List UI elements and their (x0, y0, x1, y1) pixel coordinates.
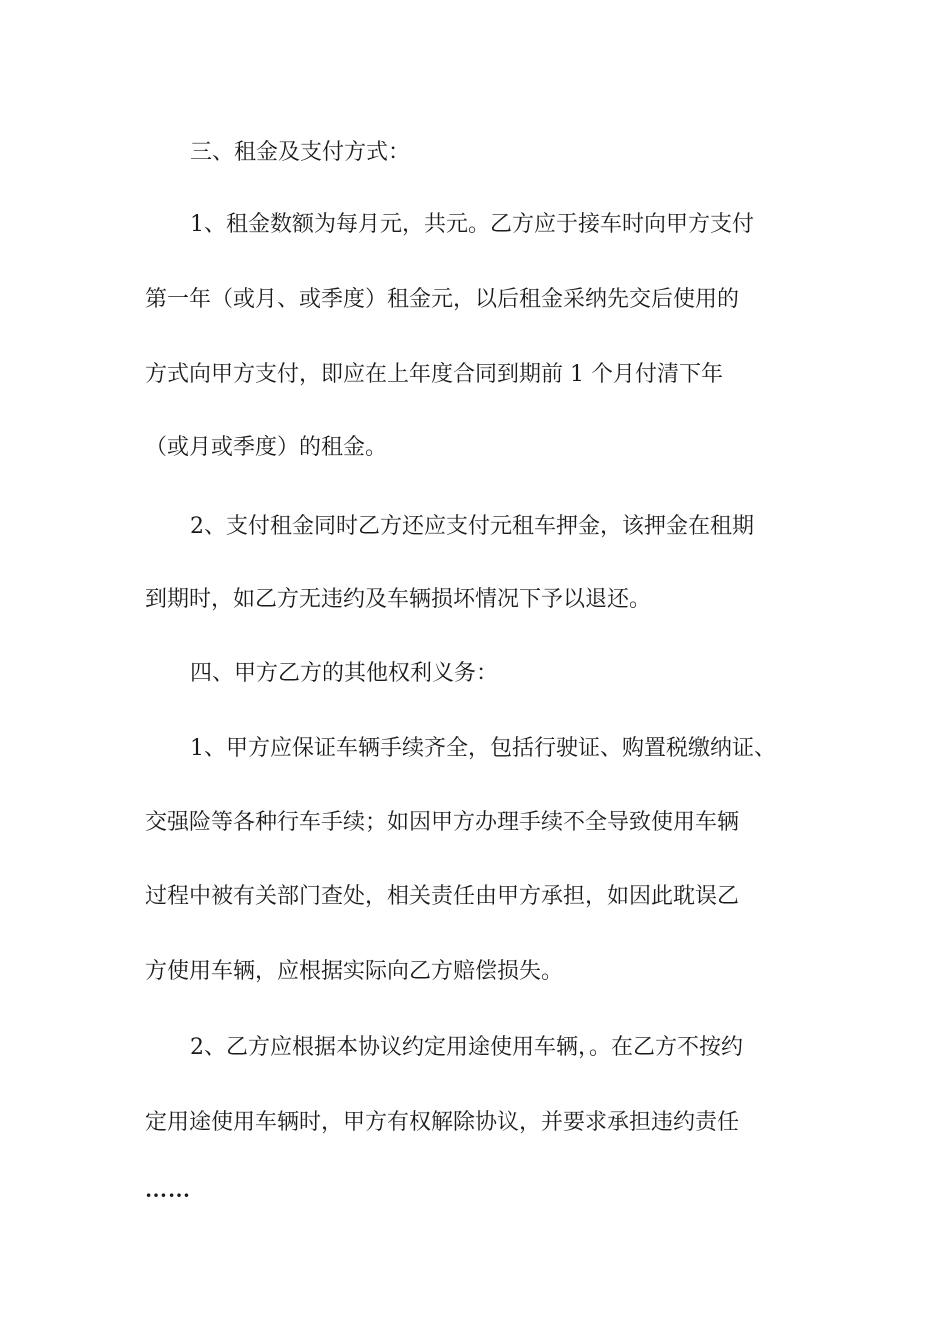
section-heading-rights-obligations: 四、甲方乙方的其他权利义务： (190, 661, 499, 686)
paragraph-line: （或月或季度）的租金。 (145, 435, 388, 460)
paragraph-line: 第一年（或月、或季度）租金元，以后租金采纳先交后使用的 (145, 287, 740, 312)
paragraph-line: 2、支付租金同时乙方还应支付元租车押金，该押金在租期 (190, 514, 754, 539)
paragraph-line: 交强险等各种行车手续；如因甲方办理手续不全导致使用车辆 (145, 810, 740, 835)
section-heading-rent-payment: 三、租金及支付方式： (190, 140, 411, 165)
paragraph-line: 过程中被有关部门查处，相关责任由甲方承担，如因此耽误乙 (145, 884, 740, 909)
paragraph-line: 2、乙方应根据本协议约定用途使用车辆，。在乙方不按约 (190, 1035, 743, 1060)
paragraph-line: 到期时，如乙方无违约及车辆损坏情况下予以退还。 (145, 587, 652, 612)
paragraph-line: 方使用车辆，应根据实际向乙方赔偿损失。 (145, 959, 564, 984)
paragraph-line: 1、甲方应保证车辆手续齐全，包括行驶证、购置税缴纳证、 (190, 736, 776, 761)
paragraph-line: 1、租金数额为每月元，共元。乙方应于接车时向甲方支付 (190, 212, 754, 237)
paragraph-line: 定用途使用车辆时，甲方有权解除协议，并要求承担违约责任 (145, 1110, 740, 1135)
paragraph-line: 方式向甲方支付，即应在上年度合同到期前 1 个月付清下年 (145, 362, 723, 387)
ellipsis-continuation: …… (145, 1177, 191, 1202)
